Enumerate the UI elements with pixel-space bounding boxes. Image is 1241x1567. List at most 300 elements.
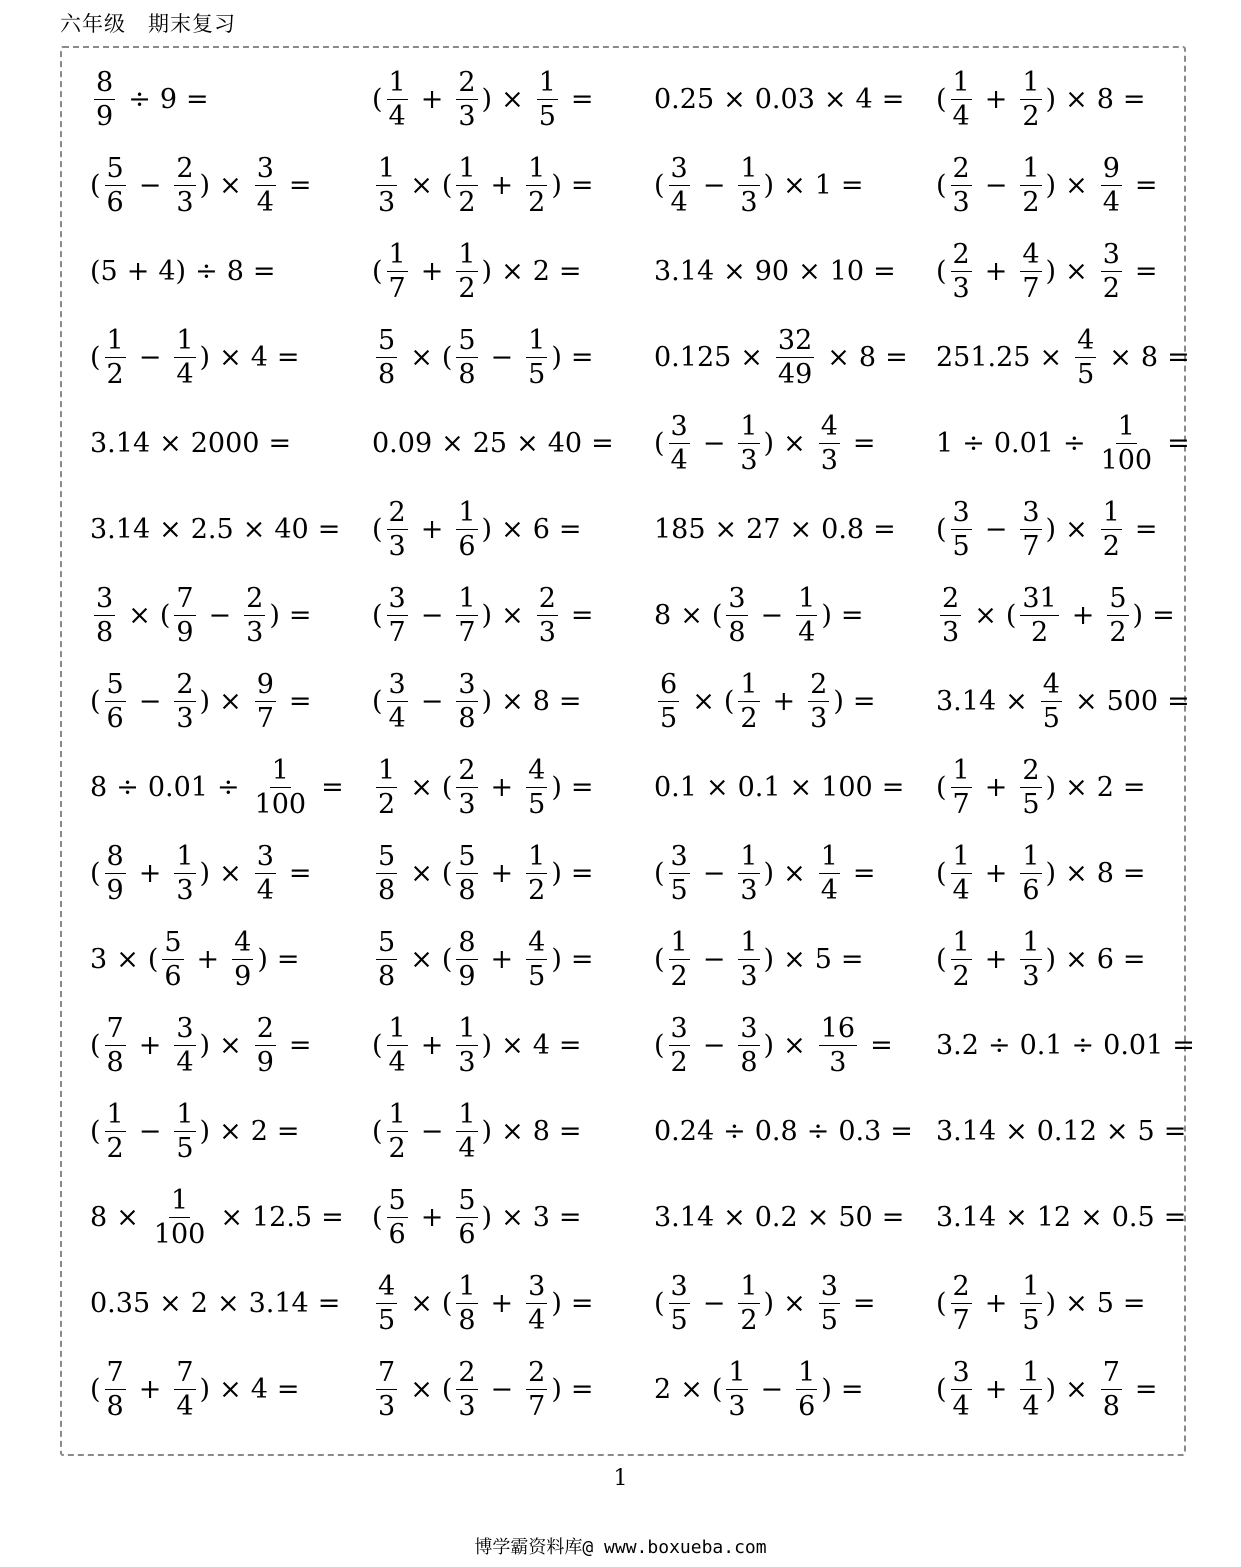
fraction-denominator: 49 — [777, 358, 813, 390]
math-operator: = — [881, 83, 905, 115]
fraction-denominator: 8 — [458, 874, 476, 906]
fraction — [1101, 238, 1122, 304]
math-problem — [936, 228, 1167, 314]
fraction-numerator: 1 — [1022, 1270, 1040, 1302]
fraction — [232, 926, 253, 992]
math-operator: = — [558, 1115, 582, 1147]
math-operator: + — [984, 83, 1008, 115]
math-term: 8 — [1140, 341, 1159, 373]
math-operator: × — [242, 513, 266, 545]
fraction-denominator: 9 — [176, 616, 194, 648]
math-term: 0.12 — [1036, 1115, 1097, 1147]
math-term: 0.8 — [821, 513, 865, 545]
fraction-numerator: 1 — [670, 926, 688, 958]
fraction-numerator: 2 — [176, 668, 194, 700]
math-operator: = — [288, 857, 312, 889]
math-term: 3.14 — [654, 1201, 715, 1233]
math-term: ( — [936, 943, 947, 975]
fraction — [94, 66, 115, 132]
fraction — [526, 840, 547, 906]
fraction-denominator: 8 — [106, 1390, 124, 1422]
fraction — [669, 926, 690, 992]
math-operator: × — [220, 1201, 243, 1233]
math-operator: = — [1122, 857, 1146, 889]
fraction-denominator: 5 — [1022, 1304, 1040, 1336]
fraction-numerator: 5 — [458, 1184, 476, 1216]
math-operator: ÷ — [987, 1029, 1011, 1061]
math-term: ) — [269, 599, 280, 631]
fraction — [951, 66, 972, 132]
math-operator: + — [420, 513, 444, 545]
math-operator: × — [1109, 341, 1132, 373]
math-problem — [372, 1174, 591, 1260]
fraction-denominator: 8 — [96, 616, 114, 648]
fraction — [526, 324, 547, 390]
fraction — [456, 840, 477, 906]
fraction-numerator: 3 — [1022, 496, 1040, 528]
fraction-denominator: 4 — [1022, 1390, 1040, 1422]
problem-row — [90, 1260, 1200, 1346]
fraction-denominator: 8 — [740, 1046, 758, 1078]
fraction-denominator: 2 — [1102, 530, 1120, 562]
fraction-denominator: 4 — [670, 186, 688, 218]
math-term: 0.3 — [838, 1115, 882, 1147]
math-operator: × — [783, 857, 806, 889]
math-term: ) — [1045, 255, 1057, 287]
math-operator: × — [1065, 83, 1088, 115]
fraction-numerator: 1 — [528, 840, 546, 872]
math-problem — [936, 1088, 1195, 1174]
math-operator: = — [1134, 169, 1158, 201]
math-term: ( — [711, 1373, 723, 1405]
fraction — [456, 582, 477, 648]
math-operator: × — [501, 685, 524, 717]
problem-row — [90, 486, 1200, 572]
math-operator: = — [276, 1115, 300, 1147]
math-operator: = — [840, 943, 864, 975]
fraction-numerator: 2 — [538, 582, 556, 614]
math-term: 0.03 — [754, 83, 815, 115]
fraction — [174, 1356, 195, 1422]
math-term: 8 — [90, 771, 108, 803]
math-operator: = — [558, 1029, 582, 1061]
math-operator: = — [317, 1287, 341, 1319]
math-term: 1 — [936, 427, 954, 459]
math-operator: − — [138, 1115, 162, 1147]
fraction — [174, 668, 195, 734]
math-operator: = — [321, 1201, 344, 1233]
math-operator: × — [219, 1115, 242, 1147]
math-operator: = — [1122, 771, 1146, 803]
fraction — [152, 1184, 208, 1250]
fraction — [1101, 152, 1122, 218]
math-problem — [654, 142, 873, 228]
fraction-denominator: 4 — [176, 358, 194, 390]
fraction-denominator: 100 — [1100, 444, 1153, 476]
math-operator: − — [702, 1029, 726, 1061]
fraction-denominator: 5 — [1022, 788, 1040, 820]
fraction-denominator: 3 — [1022, 960, 1040, 992]
fraction-numerator: 4 — [1042, 668, 1060, 700]
math-operator: = — [852, 427, 876, 459]
fraction — [105, 1098, 126, 1164]
fraction — [526, 1356, 547, 1422]
math-problem — [936, 400, 1199, 486]
math-operator: ÷ — [216, 771, 240, 803]
math-operator: = — [852, 1287, 876, 1319]
problem-row — [90, 830, 1200, 916]
math-problem — [90, 916, 309, 1002]
math-term: 8 — [1096, 83, 1114, 115]
fraction-numerator: 3 — [458, 668, 476, 700]
problem-row — [90, 1346, 1200, 1432]
fraction-denominator: 4 — [458, 1132, 476, 1164]
math-operator: × — [501, 513, 524, 545]
math-term: 3.14 — [936, 1115, 997, 1147]
math-operator: = — [1172, 1029, 1195, 1061]
math-operator: = — [570, 943, 594, 975]
math-problem — [654, 228, 905, 314]
fraction-denominator: 2 — [1022, 100, 1040, 132]
fraction-numerator: 4 — [528, 926, 546, 958]
fraction — [669, 1012, 690, 1078]
math-problem — [936, 1002, 1204, 1088]
fraction — [456, 1184, 477, 1250]
math-problem — [654, 314, 917, 400]
fraction-denominator: 3 — [458, 100, 476, 132]
fraction — [105, 1356, 126, 1422]
math-term: ( — [147, 943, 159, 975]
fraction-numerator: 6 — [660, 668, 678, 700]
math-operator: = — [890, 1115, 913, 1147]
fraction-denominator: 2 — [1022, 186, 1040, 218]
math-operator: = — [1122, 83, 1146, 115]
fraction-numerator: 1 — [528, 152, 546, 184]
math-term: 2 — [250, 1115, 268, 1147]
math-operator: + — [420, 83, 444, 115]
fraction-numerator: 3 — [670, 1012, 688, 1044]
math-term: 100 — [821, 771, 873, 803]
math-problem — [654, 1002, 902, 1088]
fraction — [738, 1270, 759, 1336]
fraction-numerator: 7 — [106, 1356, 124, 1388]
math-term: ( — [936, 169, 947, 201]
math-operator: × — [798, 255, 821, 287]
math-term: 50 — [838, 1201, 873, 1233]
fraction-denominator: 7 — [528, 1390, 546, 1422]
math-term: ) — [1045, 857, 1057, 889]
fraction — [951, 754, 972, 820]
math-term: ( — [654, 427, 665, 459]
fraction — [174, 840, 195, 906]
math-operator: = — [1134, 1373, 1158, 1405]
math-term: 6 — [1096, 943, 1114, 975]
math-problem — [654, 400, 885, 486]
fraction-numerator: 1 — [1022, 840, 1040, 872]
fraction — [951, 496, 972, 562]
fraction-denominator: 6 — [798, 1390, 816, 1422]
fraction-denominator: 7 — [388, 616, 406, 648]
fraction — [387, 238, 408, 304]
math-term: 0.1 — [654, 771, 697, 803]
math-operator: − — [138, 341, 162, 373]
math-problem — [654, 486, 905, 572]
fraction-numerator: 1 — [1102, 496, 1120, 528]
fraction-numerator: 1 — [458, 1012, 476, 1044]
fraction-numerator: 5 — [378, 324, 396, 356]
math-operator: = — [570, 1287, 594, 1319]
fraction-denominator: 9 — [96, 100, 114, 132]
fraction-numerator: 7 — [1102, 1356, 1120, 1388]
problem-row — [90, 1002, 1200, 1088]
fraction-denominator: 3 — [246, 616, 264, 648]
fraction-denominator: 2 — [106, 1132, 124, 1164]
fraction — [1020, 66, 1041, 132]
fraction-numerator: 2 — [942, 582, 960, 614]
fraction-numerator: 2 — [246, 582, 264, 614]
fraction-denominator: 4 — [256, 186, 274, 218]
fraction-numerator: 8 — [458, 926, 476, 958]
math-term: 0.1 — [1019, 1029, 1063, 1061]
fraction-numerator: 1 — [952, 66, 970, 98]
fraction-numerator: 1 — [388, 1098, 406, 1130]
math-term: 0.1 — [737, 771, 781, 803]
fraction-numerator: 5 — [1109, 582, 1127, 614]
math-operator: × — [441, 427, 464, 459]
math-operator: + — [984, 771, 1008, 803]
math-term: ) — [833, 685, 844, 717]
fraction-numerator: 1 — [1117, 410, 1135, 442]
math-operator: + — [138, 1029, 162, 1061]
math-operator: × — [1065, 255, 1088, 287]
math-term: 251.25 — [936, 341, 1031, 373]
math-operator: × — [723, 1201, 746, 1233]
fraction-numerator: 32 — [777, 324, 813, 356]
math-operator: × — [410, 771, 433, 803]
math-operator: + — [984, 1287, 1008, 1319]
math-operator: + — [126, 255, 150, 287]
math-operator: × — [680, 599, 703, 631]
math-operator: − — [702, 169, 726, 201]
math-term: 185 — [654, 513, 706, 545]
page-header: 六年级 期末复习 — [60, 12, 236, 36]
fraction-numerator: 2 — [458, 66, 476, 98]
math-problem — [372, 1088, 591, 1174]
math-term: ) — [763, 427, 775, 459]
fraction — [738, 668, 759, 734]
fraction — [456, 324, 477, 390]
math-operator: ÷ — [806, 1115, 830, 1147]
math-operator: = — [558, 1201, 582, 1233]
fraction — [456, 1012, 477, 1078]
fraction — [255, 668, 276, 734]
math-problem — [90, 1346, 309, 1432]
math-term: 3.14 — [90, 427, 151, 459]
math-operator: × — [219, 1373, 242, 1405]
math-operator: × — [1074, 685, 1098, 717]
math-term: ) — [199, 169, 211, 201]
math-operator: = — [881, 771, 905, 803]
fraction — [1099, 410, 1155, 476]
math-term: 0.35 — [90, 1287, 151, 1319]
fraction — [456, 1270, 477, 1336]
math-problem — [372, 56, 603, 142]
math-operator: + — [772, 685, 796, 717]
fraction-denominator: 3 — [952, 186, 970, 218]
fraction-numerator: 2 — [388, 496, 406, 528]
fraction-numerator: 1 — [106, 1098, 124, 1130]
problem-row — [90, 1174, 1200, 1260]
math-term: ) — [763, 169, 775, 201]
math-term: ) — [821, 599, 832, 631]
fraction — [1020, 238, 1041, 304]
fraction-numerator: 5 — [378, 840, 396, 872]
math-term: ( — [372, 83, 383, 115]
fraction-denominator: 3 — [176, 702, 194, 734]
math-operator: + — [490, 943, 514, 975]
fraction — [1020, 496, 1041, 562]
fraction-numerator: 1 — [378, 152, 396, 184]
math-operator: × — [806, 1201, 830, 1233]
math-term: 40 — [547, 427, 583, 459]
math-term: ) — [1045, 1373, 1057, 1405]
fraction — [526, 152, 547, 218]
fraction — [796, 582, 817, 648]
fraction — [1020, 1356, 1041, 1422]
math-problem — [654, 916, 873, 1002]
math-operator: − — [702, 943, 726, 975]
math-term: 3.14 — [936, 685, 997, 717]
fraction-numerator: 3 — [670, 410, 688, 442]
math-term: 2 — [1096, 771, 1114, 803]
fraction-denominator: 2 — [378, 788, 396, 820]
fraction — [526, 926, 547, 992]
fraction — [537, 582, 558, 648]
fraction — [1075, 324, 1096, 390]
fraction-denominator: 7 — [1022, 272, 1040, 304]
fraction — [456, 754, 477, 820]
fraction-denominator: 7 — [256, 702, 274, 734]
fraction-numerator: 5 — [164, 926, 182, 958]
math-operator: × — [501, 599, 524, 631]
math-term: 8 — [858, 341, 877, 373]
fraction-denominator: 2 — [740, 1304, 758, 1336]
math-operator: × — [116, 943, 139, 975]
fraction — [244, 582, 265, 648]
math-term: ) — [551, 771, 562, 803]
problem-row — [90, 228, 1200, 314]
math-term: ( — [654, 169, 665, 201]
math-term: 4 — [250, 1373, 268, 1405]
fraction-numerator: 4 — [378, 1270, 396, 1302]
math-operator: + — [490, 771, 514, 803]
math-term: ( — [90, 685, 101, 717]
fraction-denominator: 6 — [458, 530, 476, 562]
fraction — [456, 1098, 477, 1164]
fraction — [658, 668, 679, 734]
math-operator: × — [219, 169, 242, 201]
math-term: 4) — [158, 255, 187, 287]
math-operator: = — [186, 83, 209, 115]
fraction-numerator: 1 — [820, 840, 838, 872]
fraction-denominator: 5 — [952, 530, 970, 562]
fraction-numerator: 2 — [1022, 754, 1040, 786]
fraction-numerator: 1 — [271, 754, 289, 786]
math-term: ) — [199, 685, 211, 717]
fraction-denominator: 3 — [952, 272, 970, 304]
fraction — [526, 1270, 547, 1336]
math-problem — [936, 142, 1167, 228]
math-operator: = — [1152, 599, 1175, 631]
fraction — [1020, 582, 1058, 648]
fraction-denominator: 4 — [820, 874, 838, 906]
math-operator: = — [1167, 427, 1190, 459]
math-operator: = — [570, 1373, 594, 1405]
fraction — [808, 668, 829, 734]
fraction-numerator: 3 — [670, 152, 688, 184]
math-term: ( — [441, 771, 453, 803]
math-operator: × — [789, 513, 813, 545]
fraction-numerator: 1 — [952, 754, 970, 786]
math-problem — [372, 830, 603, 916]
math-term: 0.25 — [654, 83, 715, 115]
math-term: ) — [551, 341, 562, 373]
fraction-denominator: 8 — [106, 1046, 124, 1078]
fraction — [669, 410, 690, 476]
math-operator: ÷ — [128, 83, 151, 115]
problem-row — [90, 400, 1200, 486]
math-operator: × — [705, 771, 729, 803]
math-term: ( — [372, 255, 383, 287]
math-term: ( — [90, 169, 101, 201]
math-term: 0.125 — [654, 341, 732, 373]
fraction-numerator: 1 — [378, 754, 396, 786]
fraction — [738, 410, 759, 476]
fraction-denominator: 4 — [176, 1390, 194, 1422]
math-problem — [90, 744, 353, 830]
math-operator: = — [1167, 685, 1190, 717]
math-term: ( — [441, 169, 453, 201]
math-term: 2 — [654, 1373, 672, 1405]
math-term: ) — [199, 1115, 211, 1147]
fraction-numerator: 1 — [740, 152, 758, 184]
math-term: ) — [481, 1115, 493, 1147]
math-problem — [936, 830, 1155, 916]
math-operator: × — [1065, 169, 1088, 201]
fraction-numerator: 3 — [528, 1270, 546, 1302]
fraction-numerator: 1 — [388, 238, 406, 270]
math-operator: = — [570, 341, 594, 373]
fraction-denominator: 3 — [458, 1046, 476, 1078]
fraction-numerator: 5 — [378, 926, 396, 958]
math-term: 0.01 — [147, 771, 208, 803]
math-operator: = — [276, 341, 300, 373]
math-problem — [372, 744, 603, 830]
math-operator: × — [410, 1287, 433, 1319]
math-operator: = — [873, 513, 896, 545]
math-operator: − — [420, 599, 444, 631]
fraction — [376, 840, 397, 906]
math-term: ) — [821, 1373, 832, 1405]
fraction-denominator: 4 — [952, 874, 970, 906]
math-problem — [654, 1088, 922, 1174]
math-term: ) — [763, 943, 775, 975]
fraction — [1020, 754, 1041, 820]
fraction-denominator: 4 — [388, 100, 406, 132]
fraction-numerator: 5 — [106, 668, 124, 700]
fraction-numerator: 1 — [740, 926, 758, 958]
fraction — [376, 152, 397, 218]
